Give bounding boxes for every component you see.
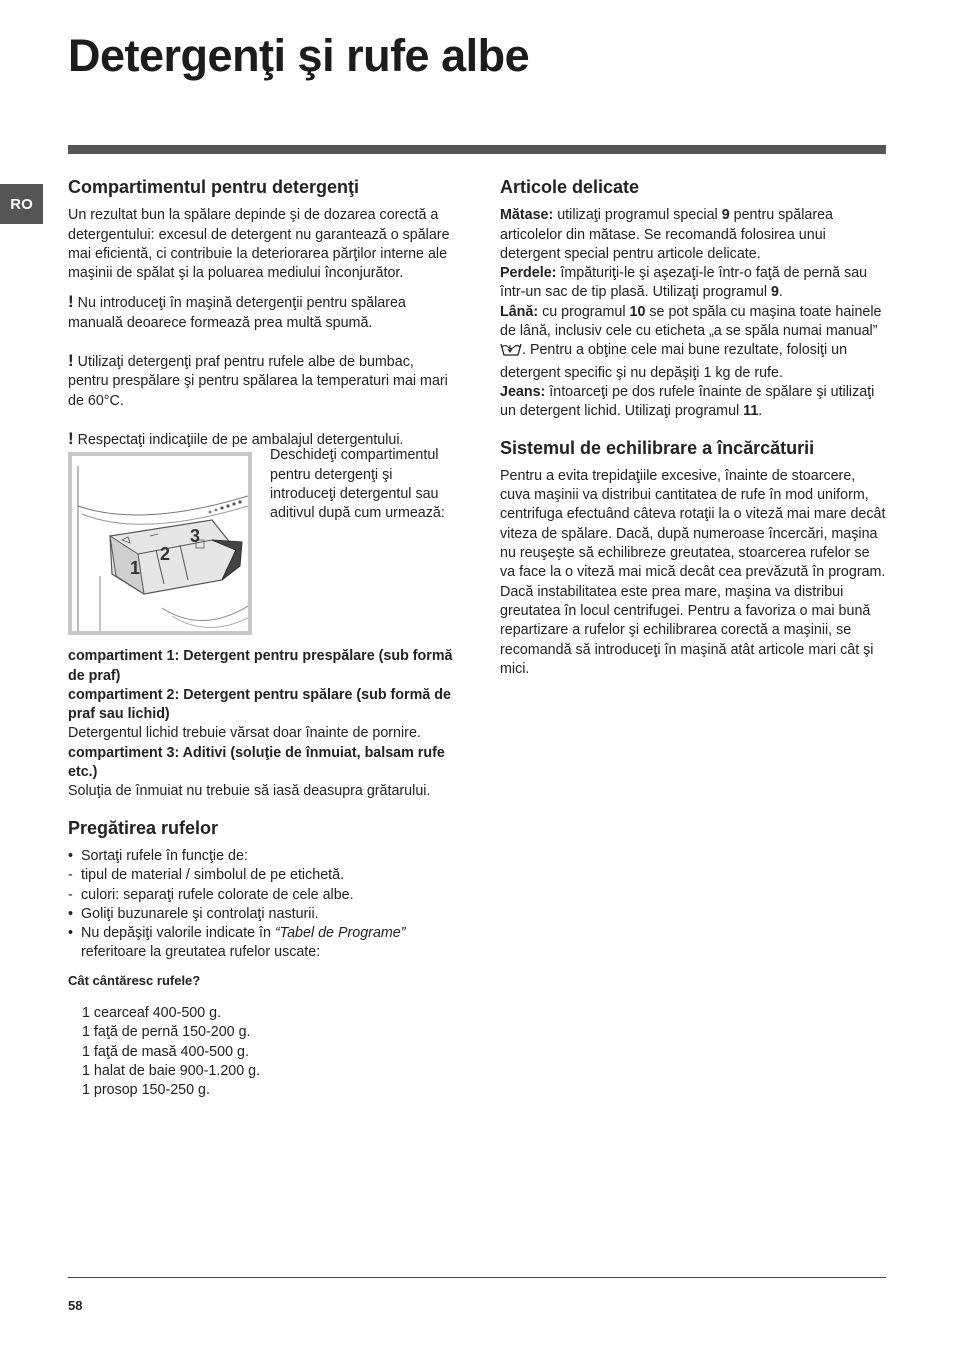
footer-rule <box>68 1277 886 1278</box>
right-column <box>500 178 888 679</box>
language-tab: RO <box>0 184 43 224</box>
section-heading-laundry-prep: Pregătirea rufelor <box>68 817 219 838</box>
list-item: • Sortaţi rufele în funcţie de: <box>68 847 248 864</box>
header-rule <box>68 145 886 154</box>
curtains-paragraph: Perdele: împăturiţi-le şi aşezaţi-le într-o faţă de pernă sau într-un sac de tip plasă. Utilizaţi programul 9. <box>500 265 868 301</box>
left-column <box>68 178 458 1101</box>
intro-paragraph: Un rezultat bun la spălare depinde şi de dozarea corectă a detergentului: excesul de detergent nu garantează o spălare mai eficientă, ci contribuie la deteriorarea părţilor interne ale maşinii de spălat şi la poluarea mediului înconjurător. <box>68 207 450 282</box>
weights-list <box>68 1004 458 1100</box>
balance-section <box>500 439 888 680</box>
compartment-label-3: 3 <box>190 526 201 547</box>
compartment-2-note: Detergentul lichid trebuie vărsat doar înainte de pornire. <box>68 725 421 742</box>
prep-list <box>68 847 458 963</box>
warning-icon: ! <box>68 292 74 312</box>
program-table-reference: “Tabel de Programe” <box>274 925 406 942</box>
jeans-paragraph: Jeans: întoarceţi pe dos rufele înainte de spălare şi utilizaţi un detergent lichid. Utilizaţi programul 11. <box>500 383 875 420</box>
balance-paragraph: Pentru a evita trepidaţiile excesive, înainte de stoarcere, cuva maşinii va distribui cantitatea de rufe în mod uniform, centrifuga efectuând câteva rotaţii la o viteză mai mare decât viteza de spălare. Dacă, după numeroase încercări, maşina nu reuşeşte să echilibreze greutatea, stoarcerea rufelor se va face la o viteză mai mică decât cea prevăzută în program. Dacă instabilitatea este prea mare, maşina va distribui greutatea în locul centrifugei. Pentru a favoriza o mai bună repartizare a rufelor şi echilibrarea corectă a maşinii, se recomandă să introduceţi în maşină atât articole mari cât şi mici. <box>500 467 886 677</box>
section-heading-detergent-compartment: Compartimentul pentru detergenţi <box>68 177 360 197</box>
weight-item: 1 cearceaf 400-500 g. <box>82 1005 222 1022</box>
compartment-2: compartiment 2: Detergent pentru spălare (sub formă de praf sau lichid) <box>68 686 451 723</box>
hand-wash-icon <box>500 341 522 363</box>
page-number: 58 <box>68 1298 83 1313</box>
silk-paragraph: Mătase: utilizaţi programul special 9 pentru spălarea articolelor din mătase. Se recomandă folosirea unui detergent special pentru articole delicate. <box>500 207 833 262</box>
list-item: - culori: separaţi rufele colorate de cele albe. <box>68 886 354 903</box>
warning-icon: ! <box>68 351 74 371</box>
compartment-1: compartiment 1: Detergent pentru prespălare (sub formă de praf) <box>68 648 453 684</box>
warning-icon: ! <box>68 428 74 448</box>
compartment-label-2: 2 <box>160 544 171 565</box>
weight-item: 1 prosop 150-250 g. <box>82 1082 210 1099</box>
wool-paragraph: Lână: cu programul 10 se pot spăla cu maşina toate hainele de lână, inclusiv cele cu eticheta „a se spăla numai manual” . Pentru a obţine cele mai bune rezultate, folosiţi un detergent specific şi nu depăşiţi 1 kg de rufe. <box>500 303 882 381</box>
weight-item: 1 halat de baie 900-1.200 g. <box>82 1062 261 1079</box>
warning-2: ! Utilizaţi detergenţi praf pentru rufele albe de bumbac, pentru prespălare şi pentru spălarea la temperaturi mai mari de 60°C. <box>68 351 448 409</box>
page-title: Detergenţi şi rufe albe <box>68 30 530 81</box>
figure-caption: Deschideţi compartimentul pentru detergenţi şi introduceţi detergentul sau aditivul după cum urmează: <box>270 447 445 522</box>
detergent-drawer-illustration <box>68 452 252 635</box>
compartment-list <box>68 647 458 801</box>
compartment-3: compartiment 3: Aditivi (soluţie de înmuiat, balsam rufe etc.) <box>68 744 445 781</box>
figure-block <box>68 447 458 637</box>
weight-item: 1 faţă de masă 400-500 g. <box>82 1043 249 1060</box>
list-item: - tipul de material / simbolul de pe etichetă. <box>68 867 345 884</box>
list-item: • Goliţi buzunarele şi controlaţi nasturii. <box>68 905 319 922</box>
weights-heading: Cât cântăresc rufele? <box>68 972 201 988</box>
warning-3: ! Respectaţi indicaţiile de pe ambalajul detergentului. <box>68 428 404 448</box>
compartment-label-1: 1 <box>130 558 141 579</box>
section-heading-balance-system: Sistemul de echilibrare a încărcăturii <box>500 437 815 458</box>
list-item: • Nu depăşiţi valorile indicate în “Tabel de Programe” referitoare la greutatea rufelor uscate: <box>68 925 406 961</box>
section-heading-delicates: Articole delicate <box>500 177 640 197</box>
warning-1: ! Nu introduceţi în maşină detergenţii pentru spălarea manuală deoarece formează prea multă spumă. <box>68 292 406 331</box>
compartment-3-note: Soluţia de înmuiat nu trebuie să iasă deasupra grătarului. <box>68 783 431 800</box>
laundry-prep-section <box>68 819 458 1101</box>
weight-item: 1 faţă de pernă 150-200 g. <box>82 1024 251 1041</box>
